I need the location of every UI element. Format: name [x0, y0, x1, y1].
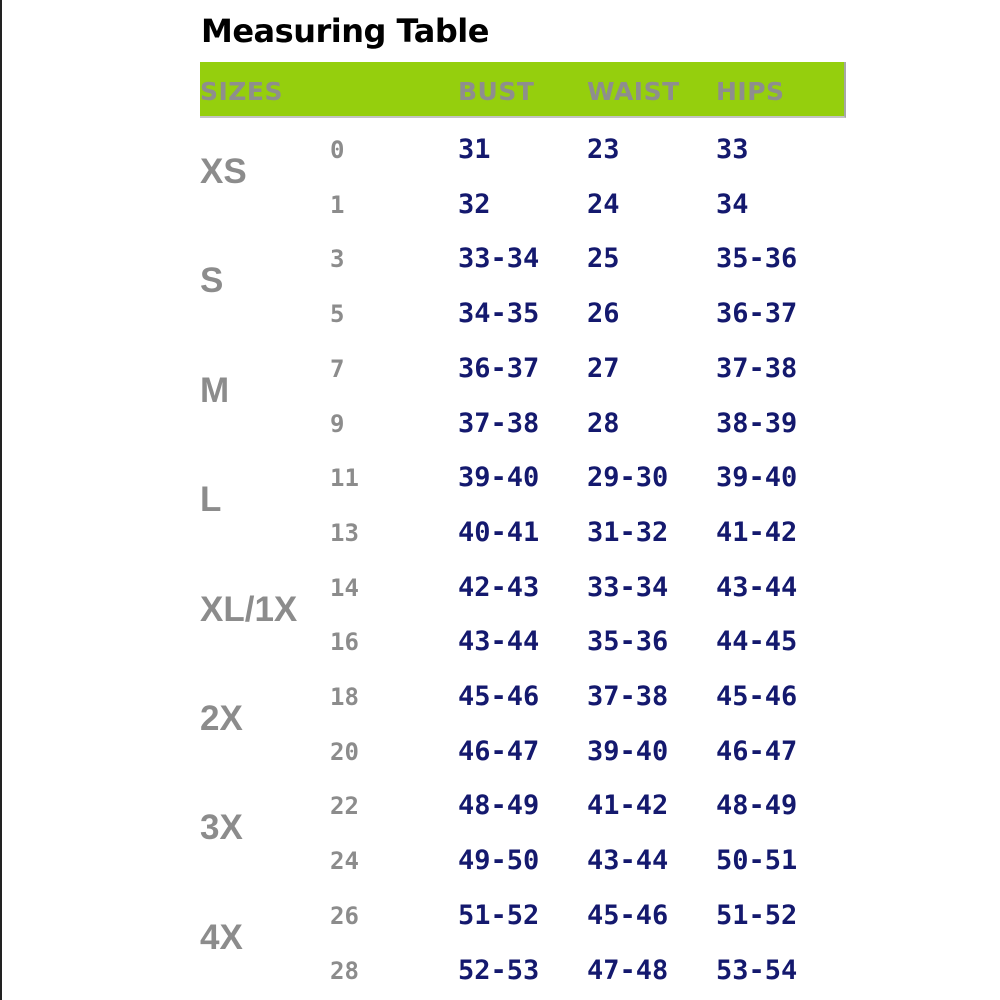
- waist-value: 24: [587, 188, 620, 220]
- bust-value: 43-44: [458, 626, 540, 658]
- hips-value: 38-39: [716, 407, 798, 439]
- bust-value: 42-43: [458, 571, 540, 603]
- waist-value: 47-48: [587, 954, 669, 986]
- waist-value: 29-30: [587, 462, 669, 494]
- bust-value: 46-47: [458, 735, 540, 767]
- hips-value: 35-36: [716, 243, 798, 275]
- size-group-label: 4X: [200, 917, 243, 957]
- waist-value: 45-46: [587, 899, 669, 931]
- size-number: 16: [330, 628, 359, 657]
- waist-value: 33-34: [587, 571, 669, 603]
- hips-value: 50-51: [716, 845, 798, 877]
- bust-value: 36-37: [458, 352, 540, 384]
- header-hips: HIPS: [716, 77, 785, 106]
- bust-value: 33-34: [458, 243, 540, 275]
- bust-value: 39-40: [458, 462, 540, 494]
- hips-value: 41-42: [716, 516, 798, 548]
- waist-value: 37-38: [587, 681, 669, 712]
- size-group-label: M: [200, 370, 230, 410]
- header-bust: BUST: [458, 77, 535, 106]
- waist-value: 26: [587, 298, 620, 330]
- hips-value: 53-54: [716, 954, 798, 986]
- size-number: 3: [330, 245, 345, 274]
- page-title: Measuring Table: [201, 12, 489, 50]
- bust-value: 34-35: [458, 298, 540, 330]
- size-number: 13: [330, 518, 359, 547]
- waist-value: 25: [587, 243, 620, 275]
- size-number: 5: [330, 300, 345, 329]
- bust-value: 51-52: [458, 899, 540, 931]
- size-group-label: 3X: [200, 808, 243, 848]
- hips-value: 37-38: [716, 352, 798, 384]
- size-group-label: XS: [200, 152, 247, 191]
- size-group-label: XL/1X: [200, 589, 298, 629]
- size-number: 28: [330, 956, 359, 985]
- hips-value: 34: [716, 188, 749, 220]
- bust-value: 31: [458, 134, 491, 165]
- bust-value: 52-53: [458, 954, 540, 986]
- waist-value: 31-32: [587, 516, 669, 548]
- header-waist: WAIST: [587, 77, 680, 106]
- waist-value: 27: [587, 352, 620, 384]
- size-number: 7: [330, 354, 345, 383]
- waist-value: 23: [587, 134, 620, 165]
- header-sizes: SIZES: [200, 77, 284, 106]
- bust-value: 48-49: [458, 790, 540, 822]
- size-number: 24: [330, 847, 359, 876]
- waist-value: 43-44: [587, 845, 669, 877]
- size-number: 0: [330, 136, 345, 164]
- hips-value: 45-46: [716, 681, 798, 712]
- table-header: [200, 62, 846, 118]
- size-number: 11: [330, 464, 359, 493]
- waist-value: 41-42: [587, 790, 669, 822]
- hips-value: 36-37: [716, 298, 798, 330]
- size-number: 9: [330, 409, 345, 438]
- size-number: 20: [330, 737, 359, 766]
- size-number: 18: [330, 683, 359, 711]
- hips-value: 48-49: [716, 790, 798, 822]
- bust-value: 40-41: [458, 516, 540, 548]
- size-number: 14: [330, 573, 359, 602]
- hips-value: 39-40: [716, 462, 798, 494]
- waist-value: 28: [587, 407, 620, 439]
- hips-value: 46-47: [716, 735, 798, 767]
- size-number: 26: [330, 901, 359, 930]
- bust-value: 49-50: [458, 845, 540, 877]
- left-border-line: [0, 0, 2, 1000]
- waist-value: 35-36: [587, 626, 669, 658]
- waist-value: 39-40: [587, 735, 669, 767]
- size-group-label: L: [200, 480, 222, 520]
- hips-value: 51-52: [716, 899, 798, 931]
- bust-value: 37-38: [458, 407, 540, 439]
- bust-value: 45-46: [458, 681, 540, 712]
- size-group-label: S: [200, 261, 224, 301]
- hips-value: 33: [716, 134, 749, 165]
- hips-value: 43-44: [716, 571, 798, 603]
- hips-value: 44-45: [716, 626, 798, 658]
- size-group-label: 2X: [200, 699, 243, 738]
- size-number: 1: [330, 190, 345, 219]
- bust-value: 32: [458, 188, 491, 220]
- size-number: 22: [330, 792, 359, 821]
